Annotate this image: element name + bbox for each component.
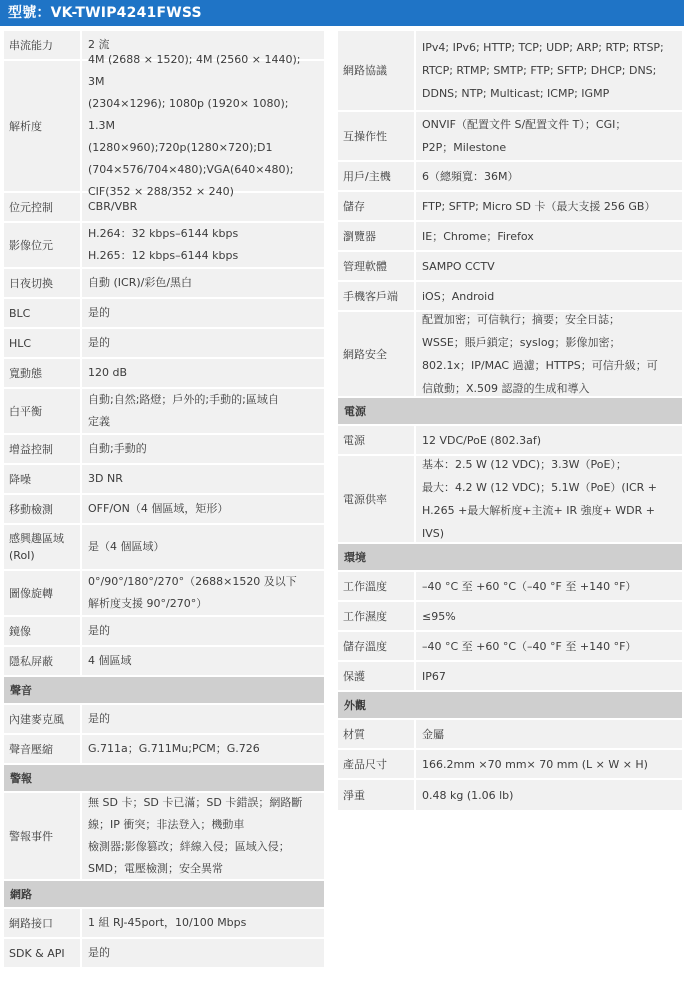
spec-value-text: 1 組 RJ-45port，10/100 Mbps [88, 916, 247, 929]
spec-row [338, 426, 682, 456]
spec-label-text: BLC [9, 306, 31, 320]
spec-label [338, 572, 414, 600]
spec-row [338, 602, 682, 632]
spec-value [80, 793, 324, 879]
spec-row [4, 705, 324, 735]
spec-value [414, 112, 682, 160]
spec-label-text: 增益控制 [9, 442, 53, 456]
spec-value-text: 自動;手動的 [88, 442, 147, 455]
spec-row [4, 223, 324, 269]
spec-value-text: 0.48 kg (1.06 lb) [422, 788, 514, 802]
spec-value [414, 426, 682, 454]
spec-row [338, 632, 682, 662]
spec-value-text: ≤95% [422, 609, 456, 623]
spec-label [4, 939, 80, 967]
spec-label-text: 隱私屏蔽 [9, 654, 53, 668]
spec-label-text: HLC [9, 336, 32, 350]
spec-value-text: SAMPO CCTV [422, 259, 495, 273]
spec-label-text: 鏡像 [9, 624, 31, 638]
section-header: 電源 [338, 398, 682, 426]
spec-value-text: H.264：32 kbps–6144 kbps H.265：12 kbps–6144 kbps [88, 227, 239, 262]
spec-label-text: 工作溫度 [343, 579, 387, 593]
spec-value-text: iOS；Android [422, 289, 495, 303]
spec-value-text: 無 SD 卡；SD 卡已滿；SD 卡錯誤；網路斷 線；IP 衝突；非法登入；機動車 檢測器;影像篡改；絆線入侵；區域入侵； SMD；電壓檢測；安全異常 [88, 796, 303, 875]
spec-label-text: 影像位元 [9, 238, 53, 252]
spec-label [4, 223, 80, 267]
spec-row [338, 112, 682, 162]
spec-label-text: 降噪 [9, 472, 31, 486]
spec-row [4, 359, 324, 389]
spec-value [414, 282, 682, 310]
spec-label [4, 909, 80, 937]
spec-value-text: 12 VDC/PoE (802.3af) [422, 433, 541, 447]
spec-row [338, 750, 682, 780]
spec-row [4, 909, 324, 939]
spec-row [4, 571, 324, 617]
spec-row [338, 312, 682, 398]
spec-label-text: 保護 [343, 669, 365, 683]
spec-value [414, 780, 682, 810]
spec-label-text: 聲音壓縮 [9, 742, 53, 756]
spec-row [338, 572, 682, 602]
spec-label [4, 329, 80, 357]
spec-value [80, 53, 324, 198]
spec-value [80, 525, 324, 569]
spec-value [414, 192, 682, 220]
spec-label [4, 269, 80, 297]
spec-value [414, 602, 682, 630]
spec-label [338, 192, 414, 220]
spec-value [80, 705, 324, 733]
spec-value-text: IE；Chrome；Firefox [422, 229, 534, 243]
spec-label-text: 日夜切換 [9, 276, 53, 290]
spec-value [80, 465, 324, 493]
spec-label-text: 用戶/主機 [343, 169, 391, 183]
spec-value [80, 193, 324, 221]
spec-value [80, 735, 324, 763]
spec-value [414, 222, 682, 250]
spec-value [80, 571, 324, 615]
spec-value [80, 939, 324, 967]
spec-value [80, 495, 324, 523]
spec-value [80, 435, 324, 463]
spec-value-text: 4M (2688 × 1520); 4M (2560 × 1440); 3M (2304×1296); 1080p (1920× 1080); 1.3M (1280×960);720p(1280×720);D1 (704×576/704×480);VGA(640×480); CIF(352 × 288/352 × 240) [88, 53, 301, 198]
spec-label [4, 735, 80, 763]
spec-label [338, 632, 414, 660]
spec-label-text: 瀏覽器 [343, 229, 376, 243]
section-header: 聲音 [4, 677, 324, 705]
spec-row [338, 252, 682, 282]
spec-label [4, 31, 80, 59]
spec-label [338, 750, 414, 778]
section-header: 警報 [4, 765, 324, 793]
spec-row [4, 647, 324, 677]
spec-value-text: 配置加密；可信執行；摘要；安全日誌； WSSE；賬戶鎖定；syslog；影像加密； 802.1x；IP/MAC 過濾；HTTPS；可信升級；可 信啟動；X.509 認證的生成和導入 [422, 313, 658, 395]
spec-label-text: 淨重 [343, 788, 365, 802]
spec-value-text: 是（4 個區域） [88, 540, 165, 553]
spec-value [80, 909, 324, 937]
spec-value [414, 632, 682, 660]
spec-row [4, 435, 324, 465]
spec-label-text: 儲存溫度 [343, 639, 387, 653]
spec-value-text: 是的 [88, 946, 110, 959]
spec-value [414, 720, 682, 748]
spec-label-text: 網路協議 [343, 64, 387, 77]
spec-value-text: 2 流 [88, 38, 110, 51]
spec-label-text: 材質 [343, 727, 365, 741]
spec-value-text: 金屬 [422, 727, 444, 741]
spec-row [338, 720, 682, 750]
spec-label [4, 571, 80, 615]
spec-value-text: 166.2mm ×70 mm× 70 mm (L × W × H) [422, 757, 648, 771]
spec-label [338, 456, 414, 542]
spec-label-text: 白平衡 [9, 404, 42, 418]
spec-label-text: 警報事件 [9, 829, 53, 843]
spec-label [338, 112, 414, 160]
spec-row [4, 269, 324, 299]
section-header: 網路 [4, 881, 324, 909]
spec-value-text: IPv4; IPv6; HTTP; TCP; UDP; ARP; RTP; RTSP; RTCP; RTMP; SMTP; FTP; SFTP; DHCP; DNS; DDNS; NTP; Multicast; ICMP; IGMP [422, 41, 664, 100]
spec-value-text: –40 °C 至 +60 °C（–40 °F 至 +140 °F） [422, 579, 637, 593]
spec-value-text: 4 個區域 [88, 654, 132, 667]
spec-label [4, 793, 80, 879]
spec-value-text: 120 dB [88, 366, 128, 379]
spec-value-text: 基本：2.5 W (12 VDC)；3.3W（PoE）； 最大：4.2 W (12 VDC)；5.1W（PoE）(ICR + H.265 +最大解析度+主流+ IR 強度+ WDR + IVS) [422, 458, 657, 540]
spec-value [414, 31, 682, 110]
spec-label-text: 串流能力 [9, 38, 53, 52]
spec-label [4, 61, 80, 191]
spec-label [338, 282, 414, 310]
spec-table-left [4, 31, 324, 969]
spec-label-text: 網路安全 [343, 347, 387, 361]
spec-label-text: 解析度 [9, 119, 42, 133]
spec-value-text: –40 °C 至 +60 °C（–40 °F 至 +140 °F） [422, 639, 637, 653]
spec-label-text: 移動檢測 [9, 502, 53, 516]
spec-value-text: FTP; SFTP; Micro SD 卡（最大支援 256 GB） [422, 199, 656, 213]
spec-row [338, 192, 682, 222]
spec-row [4, 735, 324, 765]
spec-value-text: 是的 [88, 624, 110, 637]
spec-value-text: CBR/VBR [88, 200, 138, 213]
spec-label [4, 299, 80, 327]
spec-label [338, 602, 414, 630]
spec-label [338, 31, 414, 110]
spec-row [4, 793, 324, 881]
spec-value [414, 750, 682, 778]
spec-value-text: 是的 [88, 712, 110, 725]
spec-value-text: 0°/90°/180°/270°（2688×1520 及以下 解析度支援 90°/270°） [88, 575, 297, 610]
spec-value [414, 162, 682, 190]
spec-label-text: 網路接口 [9, 916, 53, 930]
spec-label [4, 617, 80, 645]
spec-value [80, 647, 324, 675]
spec-value-text: 是的 [88, 336, 110, 349]
spec-row [4, 939, 324, 969]
spec-value-text: IP67 [422, 669, 446, 683]
spec-label [338, 252, 414, 280]
section-header: 外觀 [338, 692, 682, 720]
spec-value [80, 389, 324, 433]
spec-label-text: 電源供率 [343, 492, 387, 506]
spec-value-text: OFF/ON（4 個區域，矩形） [88, 502, 229, 515]
spec-label-text: 內建麥克風 [9, 712, 64, 726]
spec-value [80, 359, 324, 387]
spec-row [4, 299, 324, 329]
spec-value-text: 6（總頻寬：36M） [422, 169, 519, 183]
spec-label-text: 位元控制 [9, 200, 53, 214]
spec-label-text: SDK & API [9, 946, 65, 960]
spec-row [338, 780, 682, 812]
spec-value-text: G.711a；G.711Mu;PCM；G.726 [88, 742, 260, 755]
spec-label [338, 222, 414, 250]
spec-label [338, 720, 414, 748]
spec-label [4, 647, 80, 675]
spec-label [4, 435, 80, 463]
spec-row [4, 465, 324, 495]
spec-row [338, 222, 682, 252]
spec-label-text: 互操作性 [343, 129, 387, 143]
spec-value-text: 自動;自然;路燈；戶外的;手動的;區域自 定義 [88, 393, 279, 428]
spec-label-text: 圖像旋轉 [9, 586, 53, 600]
spec-value [414, 456, 682, 542]
spec-row [338, 662, 682, 692]
spec-value [414, 312, 682, 396]
spec-row [4, 617, 324, 647]
spec-value [414, 252, 682, 280]
spec-value-text: 是的 [88, 306, 110, 319]
spec-label-text: 感興趣區域 (RoI) [9, 532, 64, 562]
spec-value-text: 自動 (ICR)/彩色/黑白 [88, 276, 193, 289]
spec-label [338, 662, 414, 690]
spec-label-text: 寬動態 [9, 366, 42, 380]
spec-value [80, 223, 324, 267]
spec-row [338, 162, 682, 192]
spec-value [80, 329, 324, 357]
spec-label-text: 儲存 [343, 199, 365, 213]
spec-row [338, 456, 682, 544]
spec-row [4, 53, 324, 198]
spec-label [4, 495, 80, 523]
spec-row [4, 495, 324, 525]
spec-label [338, 426, 414, 454]
spec-row [4, 389, 324, 435]
section-header: 環境 [338, 544, 682, 572]
spec-value [80, 617, 324, 645]
spec-label [4, 359, 80, 387]
spec-label-text: 手機客戶端 [343, 289, 398, 303]
spec-row [338, 31, 682, 112]
spec-row [4, 525, 324, 571]
spec-label [338, 312, 414, 396]
spec-value [80, 269, 324, 297]
spec-label [4, 525, 80, 569]
spec-label-text: 工作濕度 [343, 609, 387, 623]
spec-row [4, 329, 324, 359]
spec-label [338, 780, 414, 810]
spec-label [4, 465, 80, 493]
spec-value [80, 299, 324, 327]
spec-value-text: 3D NR [88, 472, 123, 485]
spec-value [414, 662, 682, 690]
spec-label-text: 管理軟體 [343, 259, 387, 273]
spec-value-text: ONVIF（配置文件 S/配置文件 T）；CGI； P2P；Milestone [422, 118, 627, 154]
spec-label [4, 193, 80, 221]
spec-table-right [338, 31, 682, 812]
spec-row [4, 193, 324, 223]
spec-label [4, 705, 80, 733]
spec-label-text: 產品尺寸 [343, 757, 387, 771]
spec-value [414, 572, 682, 600]
spec-label [338, 162, 414, 190]
spec-label-text: 電源 [343, 433, 365, 447]
spec-label [4, 389, 80, 433]
page-title: 型號：VK-TWIP4241FWSS [0, 0, 684, 26]
